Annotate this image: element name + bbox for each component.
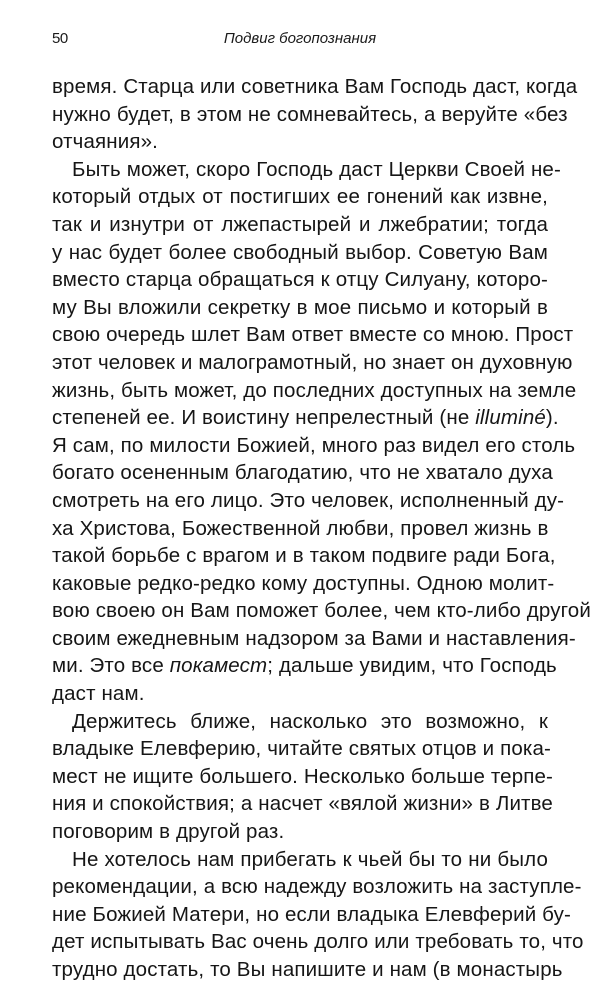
text-line: Не хотелось нам прибегать к чьей бы то ни было [72,847,548,871]
text-line: дет испытывать Вас очень долго или требовать то, что [52,930,584,954]
text-line: Я сам, по милости Божией, много раз видел его столь [52,433,576,457]
text-line: каковые редко-редко кому доступны. Одною молит- [52,571,555,595]
text-line: жизнь, быть может, до последних доступных на земле [52,378,577,402]
text-line: трудно достать, то Вы напишите и нам (в монастырь [52,958,563,981]
running-title: Подвиг богопознания [223,30,377,47]
text-line: отчаяния». [52,130,158,154]
text-line: нужно будет, в этом не сомневайтесь, а веруйте «без [52,102,568,126]
italic-term: покамест [169,654,268,678]
text-line: Держитесь ближе, насколько это возможно, к [72,709,548,733]
text-line: даст нам. [52,682,145,706]
text-line: ха Христова, Божественной любви, провел жизнь в [52,516,549,540]
text-line [52,404,559,432]
paragraph [52,708,552,846]
text-line: ние Божией Матери, но если владыка Елевферий бу- [52,902,571,926]
text-line: который отдых от постигших ее гонений как извне, [52,185,548,209]
text-line: ния и спокойствия; а насчет «вялой жизни» в Литве [52,792,553,816]
text-run: ). [545,406,559,430]
running-head [52,30,548,52]
text-line [52,652,557,680]
text-run: степеней ее. И воистину непрелестный (не [52,406,476,430]
text-line: вою своею он Вам поможет более, чем кто-либо другой [52,599,591,623]
text-line: этот человек и малограмотный, но знает он духовную [52,350,573,374]
text-line: у нас будет более свободный выбор. Советую Вам [52,240,548,264]
paragraph [52,156,591,708]
text-line: смотреть на его лицо. Это человек, исполненный ду- [52,488,565,512]
text-line: Быть может, скоро Господь даст Церкви Своей не- [72,157,561,181]
text-line: мест не ищите большего. Несколько больше терпе- [52,764,554,788]
text-line: поговорим в другой раз. [52,820,285,844]
italic-term: illuminé [475,406,546,430]
text-line: свою очередь шлет Вам ответ вместе со мною. Прост [52,323,574,347]
text-line: рекомендации, а всю надежду возложить на заступле- [52,875,582,899]
text-line: своим ежедневным надзором за Вами и наставления- [52,626,576,650]
text-run: ми. Это все [52,654,170,678]
paragraph [52,73,578,156]
text-line: владыке Елевферию, читайте святых отцов и пока- [52,737,552,761]
body-text [52,73,591,984]
paragraph [52,846,584,984]
text-line: такой борьбе с врагом и в таком подвиге ради Бога, [52,544,556,568]
text-line: время. Старца или советника Вам Господь даст, когда [52,75,578,98]
text-line: богато осененным благодатию, что не хватало духа [52,461,553,485]
text-run: ; дальше увидим, что Господь [267,654,557,678]
page-number: 50 [52,30,68,47]
text-line: вместо старца обращаться к отцу Силуану, которо- [52,268,548,292]
text-line: так и изнутри от лжепастырей и лжебратии; тогда [52,212,548,236]
text-line: му Вы вложили секретку в мое письмо и который в [52,295,548,319]
